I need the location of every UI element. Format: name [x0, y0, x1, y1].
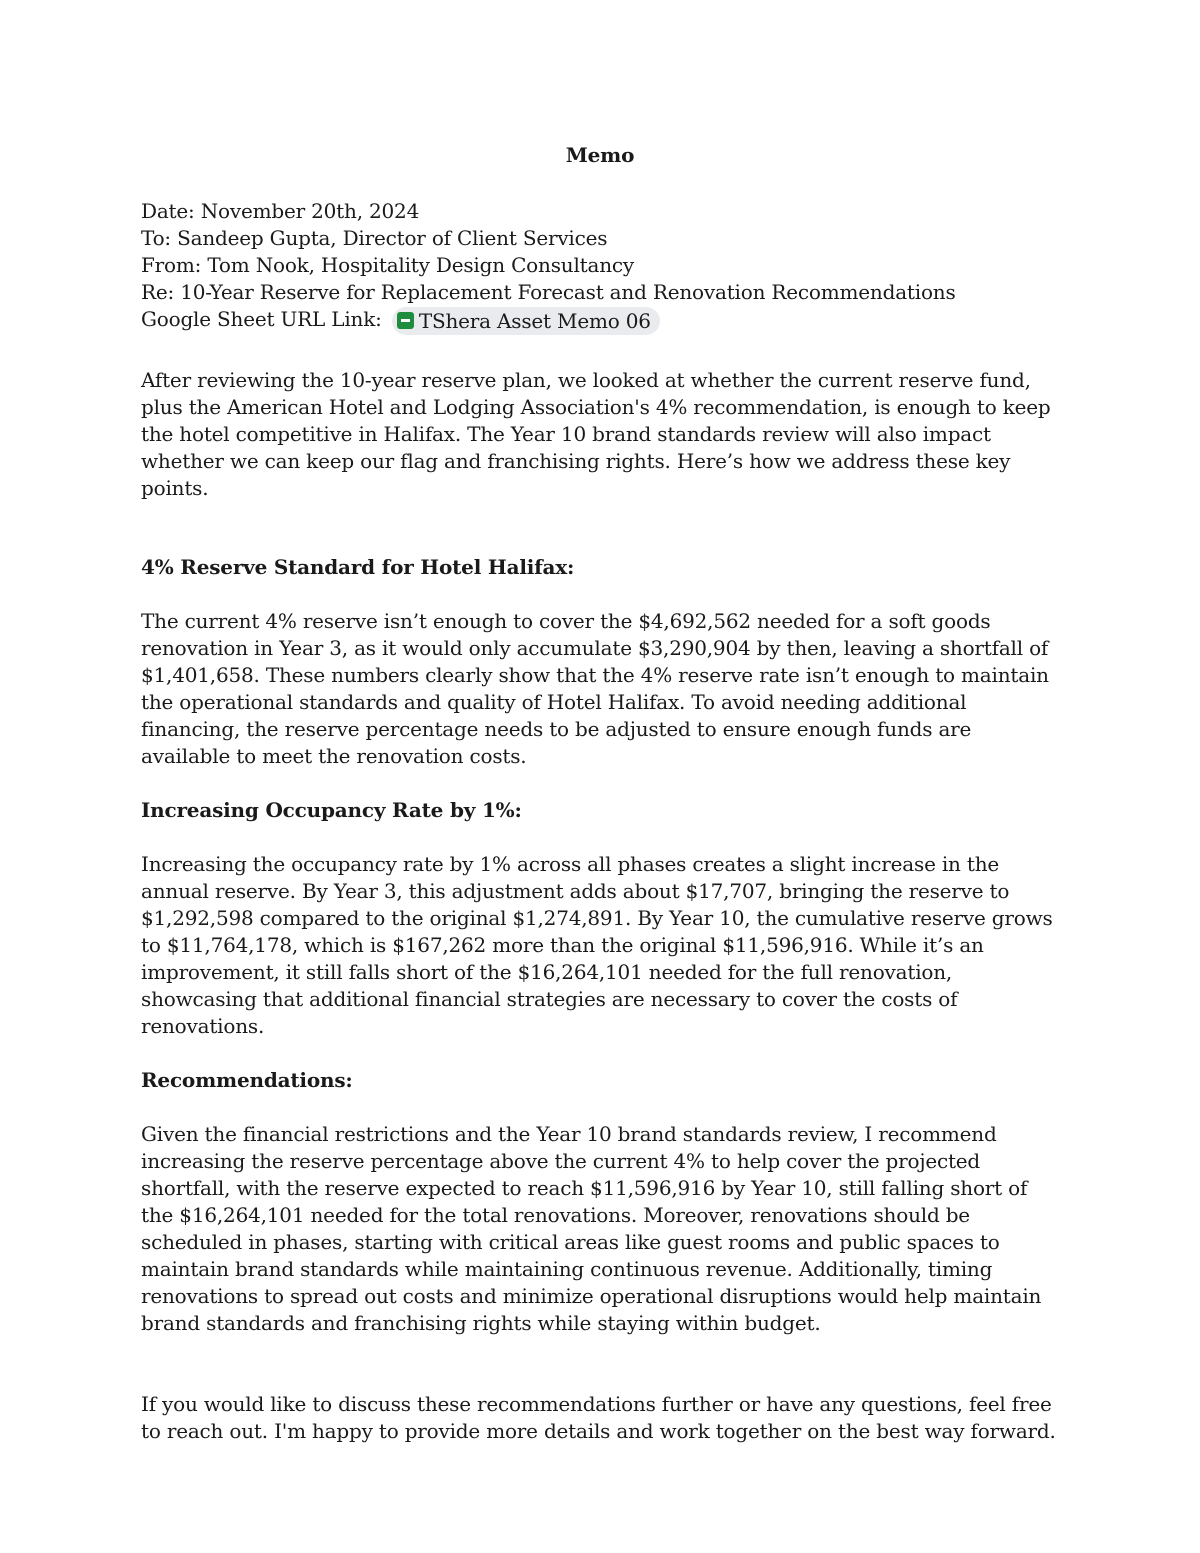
- sheet-link-line: [141, 306, 1059, 335]
- sheet-link-label: Google Sheet URL Link:: [141, 307, 382, 331]
- memo-header: [141, 198, 1059, 335]
- re-line: Re: 10-Year Reserve for Replacement Forecast and Renovation Recommendations: [141, 280, 956, 304]
- google-sheets-icon: [397, 312, 414, 329]
- section-body-occupancy: Increasing the occupancy rate by 1% across all phases creates a slight increase in the annual reserve. By Year 3, this adjustment adds about $17,707, bringing the reserve to $1,292,598 compared to the original $1,274,891. By Year 10, the cumulative reserve grows to $11,764,178, which is $167,262 more than the original $11,596,916. While it’s an improvement, it still falls short of the $16,264,101 needed for the full renovation, showcasing that additional financial strategies are necessary to cover the costs of renovations.: [141, 851, 1053, 1038]
- section-body-reserve-standard: The current 4% reserve isn’t enough to cover the $4,692,562 needed for a soft goods renovation in Year 3, as it would only accumulate $3,290,904 by then, leaving a shortfall of $1,401,658. These numbers clearly show that the 4% reserve rate isn’t enough to maintain the operational standards and quality of Hotel Halifax. To avoid needing additional financing, the reserve percentage needs to be adjusted to ensure enough funds are available to meet the renovation costs.: [141, 608, 1049, 768]
- section-heading-occupancy: Increasing Occupancy Rate by 1%:: [141, 797, 522, 822]
- memo-page: [141, 140, 1059, 1445]
- section-heading-reserve-standard: 4% Reserve Standard for Hotel Halifax:: [141, 554, 575, 579]
- intro-paragraph: After reviewing the 10-year reserve plan, we looked at whether the current reserve fund, plus the American Hotel and Lodging Association's 4% recommendation, is enough to keep the hotel competitive in Halifax. The Year 10 brand standards review will also impact whether we can keep our flag and franchising rights. Here’s how we address these key points.: [141, 367, 1051, 500]
- section-body-recommendations: Given the financial restrictions and the Year 10 brand standards review, I recommend increasing the reserve percentage above the current 4% to help cover the projected shortfall, with the reserve expected to reach $11,596,916 by Year 10, still falling short of the $16,264,101 needed for the total renovations. Moreover, renovations should be scheduled in phases, starting with critical areas like guest rooms and public spaces to maintain brand standards while maintaining continuous revenue. Additionally, timing renovations to spread out costs and minimize operational disruptions would help maintain brand standards and franchising rights while staying within budget.: [141, 1121, 1042, 1335]
- from-line: From: Tom Nook, Hospitality Design Consultancy: [141, 253, 634, 277]
- sheet-link-chip[interactable]: [392, 307, 660, 335]
- to-line: To: Sandeep Gupta, Director of Client Services: [141, 226, 608, 250]
- memo-title: Memo: [565, 143, 635, 167]
- date-line: Date: November 20th, 2024: [141, 199, 420, 223]
- section-heading-recommendations: Recommendations:: [141, 1067, 353, 1092]
- closing-paragraph: If you would like to discuss these recommendations further or have any questions, feel free to reach out. I'm happy to provide more details and work together on the best way forward.: [141, 1391, 1056, 1443]
- sheet-link-text: TShera Asset Memo 06: [418, 308, 651, 333]
